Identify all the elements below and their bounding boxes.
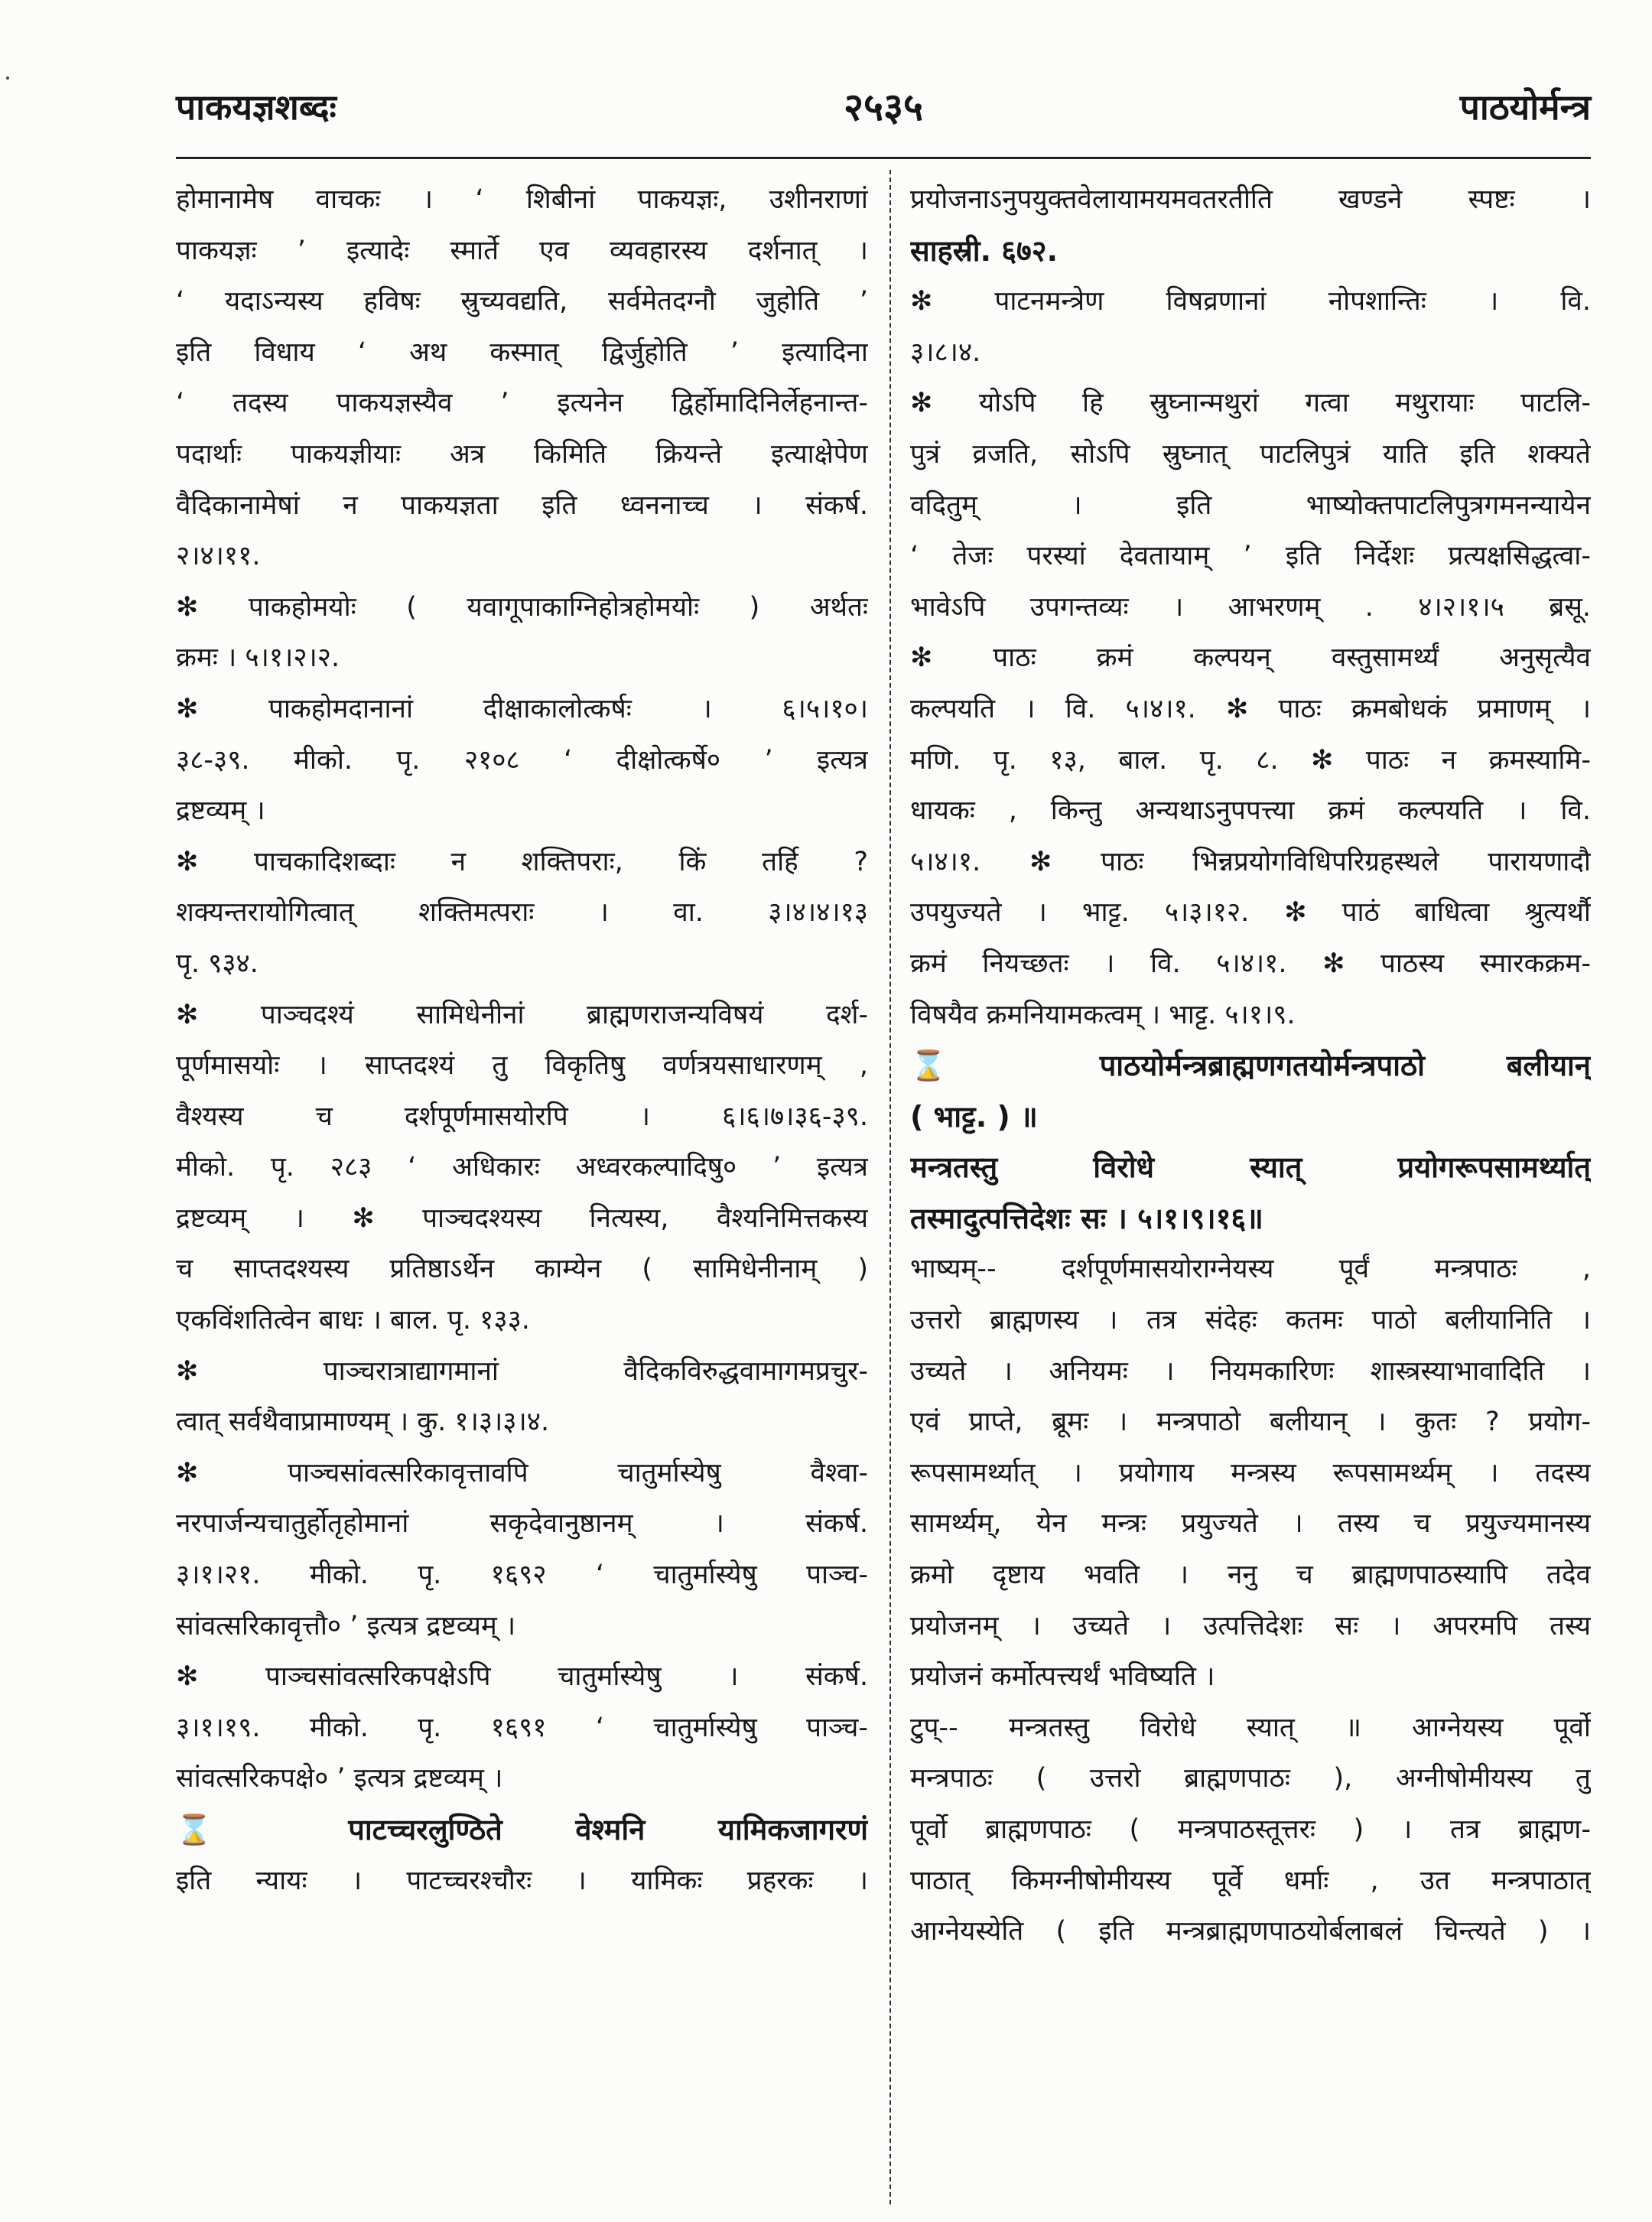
text-line: क्रमं नियच्छतः । वि. ५।४।१. ✻ पाठस्य स्मारकक्रम- bbox=[910, 948, 1591, 979]
text-line: वैदिकानामेषां न पाकयज्ञता इति ध्वननाच्च । संकर्ष. bbox=[176, 490, 868, 521]
text-line: ३।८।४. bbox=[910, 337, 981, 368]
text-line: ‘ तदस्य पाकयज्ञस्यैव ’ इत्यनेन द्विर्होमादिनिर्लेहनान्त- bbox=[176, 388, 868, 419]
right-column bbox=[910, 174, 1591, 2209]
entry-heading-line: ✻ पाचकादिशब्दाः न शक्तिपराः, किं तर्हि ? bbox=[176, 846, 868, 877]
text-line: पृ. ९३४. bbox=[176, 948, 259, 979]
text-line: ३८-३९. मीको. पृ. २१०८ ‘ दीक्षोत्कर्षे० ’ इत्यत्र bbox=[176, 744, 868, 776]
entry-heading-line: ✻ पाञ्चरात्राद्यागमानां वैदिकविरुद्धवामागमप्रचुर- bbox=[176, 1355, 868, 1387]
text-line: एकविंशतित्वेन बाधः । बाल. पृ. १३३. bbox=[176, 1305, 530, 1336]
entry-heading-line: ✻ पाञ्चसांवत्सरिकावृत्तावपि चातुर्मास्येषु वैश्वा- bbox=[176, 1457, 868, 1488]
left-column bbox=[176, 174, 868, 2209]
text-line: ‘ तेजः परस्यां देवतायाम् ’ इति निर्देशः प्रत्यक्षसिद्धत्वा- bbox=[910, 541, 1591, 572]
text-line: रूपसामर्थ्यात् । प्रयोगाय मन्त्रस्य रूपसामर्थ्यम् । तदस्य bbox=[910, 1457, 1591, 1488]
page-header bbox=[176, 76, 1591, 145]
text-line: ३।१।२१. मीको. पृ. १६९२ ‘ चातुर्मास्येषु पाञ्च- bbox=[176, 1560, 868, 1591]
text-line: सांवत्सरिकपक्षे० ’ इत्यत्र द्रष्टव्यम् । bbox=[176, 1763, 503, 1794]
nyaya-source-line: ( भाट्ट. ) ॥ bbox=[910, 1099, 1038, 1134]
text-line: द्रष्टव्यम् । ✻ पाञ्चदश्यस्य नित्यस्य, वैश्यनिमित्तकस्य bbox=[176, 1202, 868, 1234]
nyaya-heading-line: ⌛ पाटच्चरलुण्ठिते वेश्मनि यामिकजागरणं bbox=[176, 1813, 868, 1846]
text-line: भावेऽपि उपगन्तव्यः । आभरणम् . ४।२।१।५ ब्रसू. bbox=[910, 591, 1591, 623]
text-line: ५।४।१. ✻ पाठः भिन्नप्रयोगविधिपरिग्रहस्थले पारायणादौ bbox=[910, 846, 1591, 877]
text-line: प्रयोजनं कर्मोत्पत्त्यर्थं भविष्यति । bbox=[910, 1661, 1215, 1693]
text-line: मीको. पृ. २८३ ‘ अधिकारः अध्वरकल्पादिषु० ’ इत्यत्र bbox=[176, 1152, 868, 1183]
text-line: मणि. पृ. १३, बाल. पृ. ८. ✻ पाठः न क्रमस्यामि- bbox=[910, 744, 1591, 776]
text-line: प्रयोजनाऽनुपयुक्तवेलायामयमवतरतीति खण्डने स्पष्टः । bbox=[910, 184, 1591, 215]
text-line: प्रयोजनम् । उच्यते । उत्पत्तिदेशः सः । अपरमपि तस्य bbox=[910, 1610, 1591, 1641]
text-line: पदार्थाः पाकयज्ञीयाः अत्र किमिति क्रियन्ते इत्याक्षेपेण bbox=[176, 438, 868, 470]
text-line: पाठात् किमग्नीषोमीयस्य पूर्वे धर्माः , उत मन्त्रपाठात् bbox=[910, 1865, 1591, 1896]
text-line: सांवत्सरिकावृत्तौ० ’ इत्यत्र द्रष्टव्यम् । bbox=[176, 1610, 516, 1641]
text-line: एवं प्राप्ते, ब्रूमः । मन्त्रपाठो बलीयान् । कुतः ? प्रयोग- bbox=[910, 1407, 1591, 1438]
text-line: सामर्थ्यम्, येन मन्त्रः प्रयुज्यते । तस्य च प्रयुज्यमानस्य bbox=[910, 1508, 1591, 1540]
text-line: ३।१।१९. मीको. पृ. १६९१ ‘ चातुर्मास्येषु पाञ्च- bbox=[176, 1712, 868, 1743]
header-rule bbox=[176, 157, 1591, 159]
text-line: क्रमः । ५।१।२।२. bbox=[176, 643, 340, 674]
text-line: इति न्यायः । पाटच्चरश्चौरः । यामिकः प्रहरकः । bbox=[176, 1865, 868, 1896]
text-line: शक्यन्तरायोगित्वात् शक्तिमत्पराः । वा. ३।४।४।१३ bbox=[176, 897, 868, 929]
text-line: आग्नेयस्येति ( इति मन्त्रब्राह्मणपाठयोर्बलाबलं चिन्त्यते ) । bbox=[910, 1916, 1591, 1947]
stray-dot bbox=[6, 76, 9, 80]
entry-heading-line: ✻ पाकहोमयोः ( यवागूपाकाग्निहोत्रहोमयोः ) अर्थतः bbox=[176, 591, 868, 623]
header-left-keyword: पाकयज्ञशब्दः bbox=[176, 86, 337, 128]
text-line: उच्यते । अनियमः । नियमकारिणः शास्त्रस्याभावादिति । bbox=[910, 1355, 1591, 1387]
tupteeka-line: टुप्-- मन्त्रतस्तु विरोधे स्यात् ॥ आग्नेयस्य पूर्वो bbox=[910, 1712, 1591, 1743]
sutra-line: मन्त्रतस्तु विरोधे स्यात् प्रयोगरूपसामर्थ्यात् bbox=[910, 1150, 1591, 1185]
text-line: विषयैव क्रमनियामकत्वम् । भाट्ट. ५।१।९. bbox=[910, 999, 1296, 1030]
text-line: इति विधाय ‘ अथ कस्मात् द्विर्जुहोति ’ इत्यादिना bbox=[176, 337, 868, 368]
entry-heading-line: ✻ योऽपि हि स्रुघ्नान्मथुरां गत्वा मथुरायाः पाटलि- bbox=[910, 388, 1591, 419]
entry-heading-line: ✻ पाकहोमदानानां दीक्षाकालोत्कर्षः । ६।५।१०। bbox=[176, 693, 868, 724]
text-line: पूर्णमासयोः । साप्तदश्यं तु विकृतिषु वर्णत्रयसाधारणम् , bbox=[176, 1050, 868, 1082]
text-line: साहस्री. ६७२. bbox=[910, 233, 1058, 268]
text-line: धायकः , किन्तु अन्यथाऽनुपपत्त्या क्रमं कल्पयति । वि. bbox=[910, 795, 1591, 827]
text-line: उत्तरो ब्राह्मणस्य । तत्र संदेहः कतमः पाठो बलीयानिति । bbox=[910, 1305, 1591, 1336]
text-line: पूर्वो ब्राह्मणपाठः ( मन्त्रपाठस्तूत्तरः ) । तत्र ब्राह्मण- bbox=[910, 1814, 1591, 1845]
text-line: द्रष्टव्यम् । bbox=[176, 795, 265, 827]
column-divider bbox=[889, 170, 891, 2204]
text-line: २।४।११. bbox=[176, 541, 261, 572]
entry-heading-line: ✻ पाञ्चसांवत्सरिकपक्षेऽपि चातुर्मास्येषु । संकर्ष. bbox=[176, 1661, 868, 1693]
text-line: कल्पयति । वि. ५।४।१. ✻ पाठः क्रमबोधकं प्रमाणम् । bbox=[910, 693, 1591, 724]
sutra-line: तस्मादुत्पत्तिदेशः सः । ५।१।९।१६॥ bbox=[910, 1201, 1263, 1235]
entry-heading-line: ✻ पाठः क्रमं कल्पयन् वस्तुसामर्थ्यं अनुसृत्यैव bbox=[910, 643, 1591, 674]
text-line: त्वात् सर्वथैवाप्रामाण्यम् । कु. १।३।३।४. bbox=[176, 1407, 550, 1438]
text-line: नरपार्जन्यचातुर्होतृहोमानां सकृदेवानुष्ठानम् । संकर्ष. bbox=[176, 1508, 868, 1540]
text-line: पुत्रं व्रजति, सोऽपि स्रुघ्नात् पाटलिपुत्रं याति इति शक्यते bbox=[910, 438, 1591, 470]
text-line: मन्त्रपाठः ( उत्तरो ब्राह्मणपाठः ), अग्नीषोमीयस्य तु bbox=[910, 1763, 1591, 1794]
nyaya-heading-line: ⌛ पाठयोर्मन्त्रब्राह्मणगतयोर्मन्त्रपाठो बलीयान् bbox=[910, 1049, 1591, 1083]
text-line: होमानामेष वाचकः । ‘ शिबीनां पाकयज्ञः, उशीनराणां bbox=[176, 184, 868, 215]
text-line: ‘ यदाऽन्यस्य हविषः स्रुच्यवद्यति, सर्वमेतदग्नौ जुहोति ’ bbox=[176, 286, 868, 317]
header-right-keyword: पाठयोर्मन्त्र bbox=[1459, 86, 1591, 128]
text-line: पाकयज्ञः ’ इत्यादेः स्मार्ते एव व्यवहारस्य दर्शनात् । bbox=[176, 235, 868, 266]
text-line: वदितुम् । इति भाष्योक्तपाटलिपुत्रगमनन्यायेन bbox=[910, 490, 1591, 521]
entry-heading-line: ✻ पाञ्चदश्यं सामिधेनीनां ब्राह्मणराजन्यविषयं दर्श- bbox=[176, 999, 868, 1030]
text-line: क्रमो दृष्टाय भवति । ननु च ब्राह्मणपाठस्यापि तदेव bbox=[910, 1560, 1591, 1591]
entry-heading-line: ✻ पाटनमन्त्रेण विषव्रणानां नोपशान्तिः । वि. bbox=[910, 286, 1591, 317]
text-line: वैश्यस्य च दर्शपूर्णमासयोरपि । ६।६।७।३६-३९. bbox=[176, 1101, 868, 1132]
page-number: २५३५ bbox=[844, 85, 923, 129]
text-line: उपयुज्यते । भाट्ट. ५।३।१२. ✻ पाठं बाधित्वा श्रुत्यर्थौ bbox=[910, 897, 1591, 929]
text-line: च साप्तदश्यस्य प्रतिष्ठाऽर्थेन काम्येन ( सामिधेनीनाम् ) bbox=[176, 1254, 868, 1285]
bhashya-line: भाष्यम्-- दर्शपूर्णमासयोराग्नेयस्य पूर्वं मन्त्रपाठः , bbox=[910, 1254, 1591, 1285]
